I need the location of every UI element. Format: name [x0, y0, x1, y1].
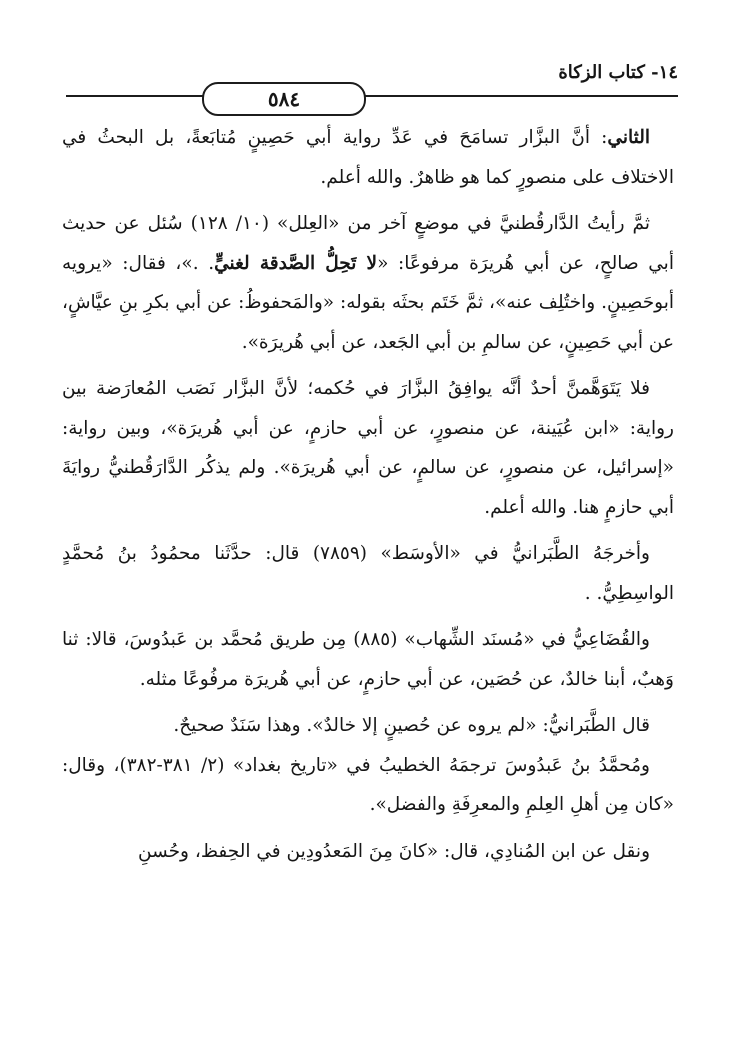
paragraph-tabarani-awsat: [62, 534, 674, 613]
paragraph-tabarani-comment: [62, 706, 674, 746]
hadith-quote: لا تَحِلُّ الصَّدقة لغنيٍّ: [214, 252, 378, 274]
paragraph-ibn-abdus-biography: [62, 746, 674, 825]
header-rule: [66, 95, 678, 97]
paragraph-text: ثمَّ رأيتُ الدَّارقُطنيَّ في موضعٍ آخر من «العِلل» (١٠/ ١٢٨) سُئل عن حديث أبي صالحٍ، عن أبي هُريرَة مرفوعًا: «: [62, 213, 674, 274]
paragraph-bazzar-judgement: [62, 369, 674, 527]
chapter-title: ١٤- كتاب الزكاة: [558, 62, 678, 83]
paragraph-second-point: [62, 118, 674, 197]
paragraph-qudai-musnad: [62, 620, 674, 699]
paragraph-text: وأخرجَهُ الطَّبَرانيُّ في «الأوسَط» (٧٨٥٩) قال: حدَّثَنا محمُودُ بنُ مُحمَّدٍ الواسِطِيُّ. .: [62, 543, 674, 604]
paragraph-text: ومُحمَّدُ بنُ عَبدُوسَ ترجمَهُ الخطيبُ في «تاريخ بغداد» (٢/ ٣٨١-٣٨٢)، وقال: «كان مِن أهلِ العِلمِ والمعرِفَةِ والفضل».: [62, 754, 674, 815]
body-text: [62, 118, 674, 871]
paragraph-ibn-al-munadi: [62, 832, 674, 872]
page-number: ٥٨٤: [202, 82, 366, 116]
paragraph-text: . .»، فقال: «يرويه أبوحَصِينٍ. واختُلِف عنه»، ثمَّ خَتَم بحثَه بقوله: «والمَحفوظُ: عن أبي بكرِ بنِ عيَّاشٍ، عن أبي حَصِينٍ، عن سالمِ بن أبي الجَعد، عن أبي هُريرَة».: [62, 252, 674, 353]
paragraph-text: والقُضَاعِيُّ في «مُسنَد الشِّهاب» (٨٨٥) مِن طريق مُحمَّد بن عَبدُوسَ، قالا: ثنا وَهبٌ، أبنا خالدٌ، عن حُصَين، عن أبي حازمٍ، عن أبي هُريرَة مرفُوعًا مثله.: [62, 629, 674, 690]
paragraph-text: : أنَّ البزَّار تسامَحَ في عَدِّ رواية أبي حَصِينٍ مُتابَعةً، بل البحثُ في الاختلاف على منصورٍ كما هو ظاهرٌ. والله أعلم.: [62, 127, 674, 188]
paragraph-text: فلا يَتَوَهَّمنَّ أحدٌ أنَّه يوافِقُ البزَّارَ في حُكمه؛ لأنَّ البزَّار نَصَب المُعارَضة بين رواية: «ابن عُيَينة، عن منصورٍ، عن أبي حازمٍ، عن أبي هُريرَة»، وبين رواية: «إسرائيل، عن منصورٍ، عن سالمٍ، عن أبي هُريرَة». ولم يذكُر الدَّارَقُطنيُّ روايَةَ أبي حازمٍ هنا. والله أعلم.: [62, 378, 674, 518]
paragraph-text: قال الطَّبَرانيُّ: «لم يروه عن حُصينٍ إلا خالدٌ». وهذا سَنَدٌ صحيحٌ.: [173, 715, 650, 736]
paragraph-text: ونقل عن ابن المُنادِي، قال: «كانَ مِنَ المَعدُودِين في الحِفظ، وحُسنِ: [138, 840, 650, 862]
page-header: [66, 64, 678, 110]
paragraph-lead-word: الثاني: [607, 127, 650, 148]
paragraph-daraqutni-ilal: [62, 204, 674, 362]
